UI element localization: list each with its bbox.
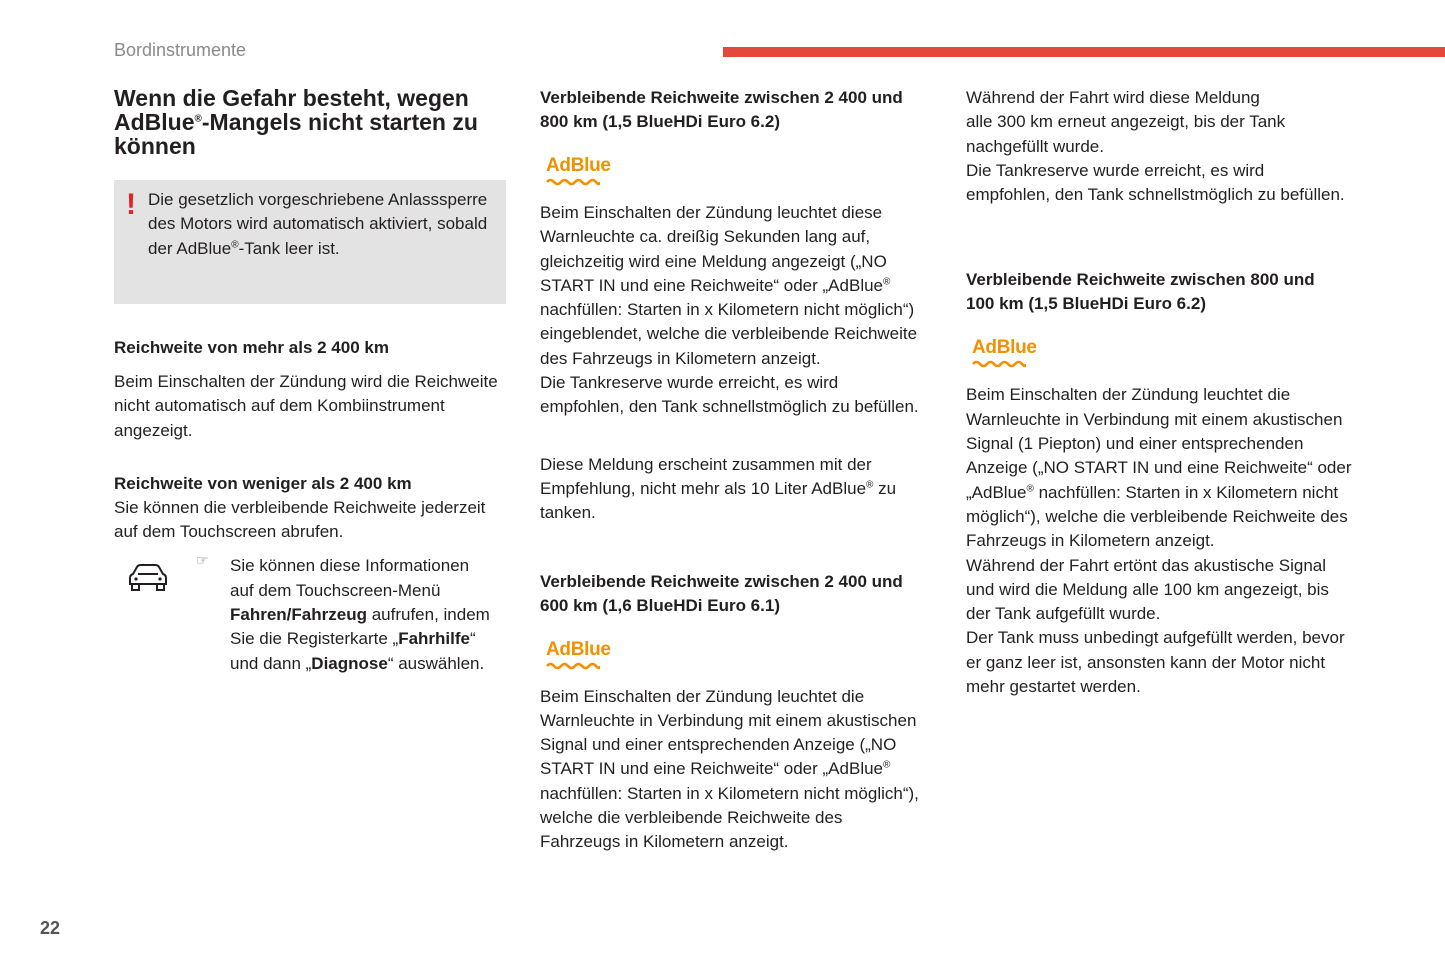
pointing-hand-icon: ☞: [196, 552, 209, 569]
heading-2400-800: Verbleibende Reichweite zwischen 2 400 und 800 km (1,5 BlueHDi Euro 6.2): [540, 88, 903, 131]
paragraph-refill-note: Diese Meldung erscheint zusammen mit der Empfehlung, nicht mehr als 10 Liter AdBlue® zu tanken.: [540, 454, 897, 523]
paragraph-2400-800: Beim Einschalten der Zündung leuchtet diese Warnleuchte ca. dreißig Sekunden lang auf, gleichzeitig wird eine Meldung angezeigt („NO START IN und eine Reichweite“ oder „AdBlue® nachfüllen: Starten in x Kilometern nicht möglich“) eingeblendet, welche die verbleibende Reichweite des Fahrzeugs in Kilometern anzeigt. Die Tankreserve wurde erreicht, es wird empfohlen, den Tank schnellstmöglich zu befüllen.: [540, 203, 919, 417]
warning-box: [114, 180, 506, 304]
section-label: Bordinstrumente: [114, 40, 247, 60]
adblue-label: AdBlue: [546, 155, 611, 176]
column-left: [114, 86, 506, 684]
paragraph-800-100: Beim Einschalten der Zündung leuchtet die Warnleuchte in Verbindung mit einem akustischen Signal (1 Piepton) und einer entsprechenden Anzeige („NO START IN und eine Reichweite“ oder „AdBlue® nachfüllen: Starten in x Kilometern nicht möglich“), welche die verbleibende Reichweite des Fahrzeugs in Kilometern anzeigt. Während der Fahrt ertönt das akustische Signal und wird die Meldung alle 100 km angezeigt, bis der Tank aufgefüllt wurde. Der Tank muss unbedingt aufgefüllt werden, bevor er ganz leer ist, ansonsten kann der Motor nicht mehr gestartet werden.: [966, 385, 1352, 697]
paragraph-range-above-2400: Beim Einschalten der Zündung wird die Reichweite nicht automatisch auf dem Kombiinstrument angezeigt.: [114, 372, 498, 440]
adblue-label: AdBlue: [972, 337, 1037, 359]
touchscreen-tip: [114, 554, 506, 684]
adblue-warning-icon: [540, 639, 610, 677]
page-title: Wenn die Gefahr besteht, wegen AdBlue®-Mangels nicht starten zu können: [114, 85, 478, 159]
heading-800-100: Verbleibende Reichweite zwischen 800 und 100 km (1,5 BlueHDi Euro 6.2): [966, 270, 1315, 314]
heading-2400-600: Verbleibende Reichweite zwischen 2 400 und 600 km (1,6 BlueHDi Euro 6.1): [540, 571, 903, 615]
header-accent-bar: [723, 47, 1445, 57]
paragraph-range-below-2400: Sie können die verbleibende Reichweite jederzeit auf dem Touchscreen abrufen.: [114, 497, 486, 542]
warning-text: Die gesetzlich vorgeschriebene Anlasssperre des Motors wird automatisch aktiviert, sobald der AdBlue®-Tank leer ist.: [148, 190, 488, 258]
heading-range-above-2400: Reichweite von mehr als 2 400 km: [114, 338, 389, 357]
column-right: [966, 86, 1366, 699]
tip-text: Sie können diese Informationen auf dem Touchscreen-Menü Fahren/Fahrzeug aufrufen, indem Sie die Registerkarte „Fahrhilfe“ und dann „Diagnose“ auswählen.: [230, 556, 490, 673]
page-number: 22: [40, 918, 61, 938]
paragraph-repeat-message: Während der Fahrt wird diese Meldung alle 300 km erneut angezeigt, bis der Tank nachgefüllt wurde. Die Tankreserve wurde erreicht, es wird empfohlen, den Tank schnellstmöglich zu befüllen.: [966, 88, 1345, 205]
column-middle: [540, 86, 935, 855]
heading-range-below-2400: Reichweite von weniger als 2 400 km: [114, 473, 412, 493]
exclamation-icon: !: [126, 188, 136, 221]
adblue-warning-icon: [540, 155, 610, 193]
car-icon: [126, 562, 170, 594]
adblue-label: AdBlue: [546, 638, 611, 660]
paragraph-2400-600: Beim Einschalten der Zündung leuchtet die Warnleuchte in Verbindung mit einem akustischen Signal und einer entsprechenden Anzeige („NO START IN und eine Reichweite“ oder „AdBlue® nachfüllen: Starten in x Kilometern nicht möglich“), welche die verbleibende Reichweite des Fahrzeugs in Kilometern anzeigt.: [540, 686, 919, 852]
adblue-warning-icon: [966, 337, 1036, 375]
